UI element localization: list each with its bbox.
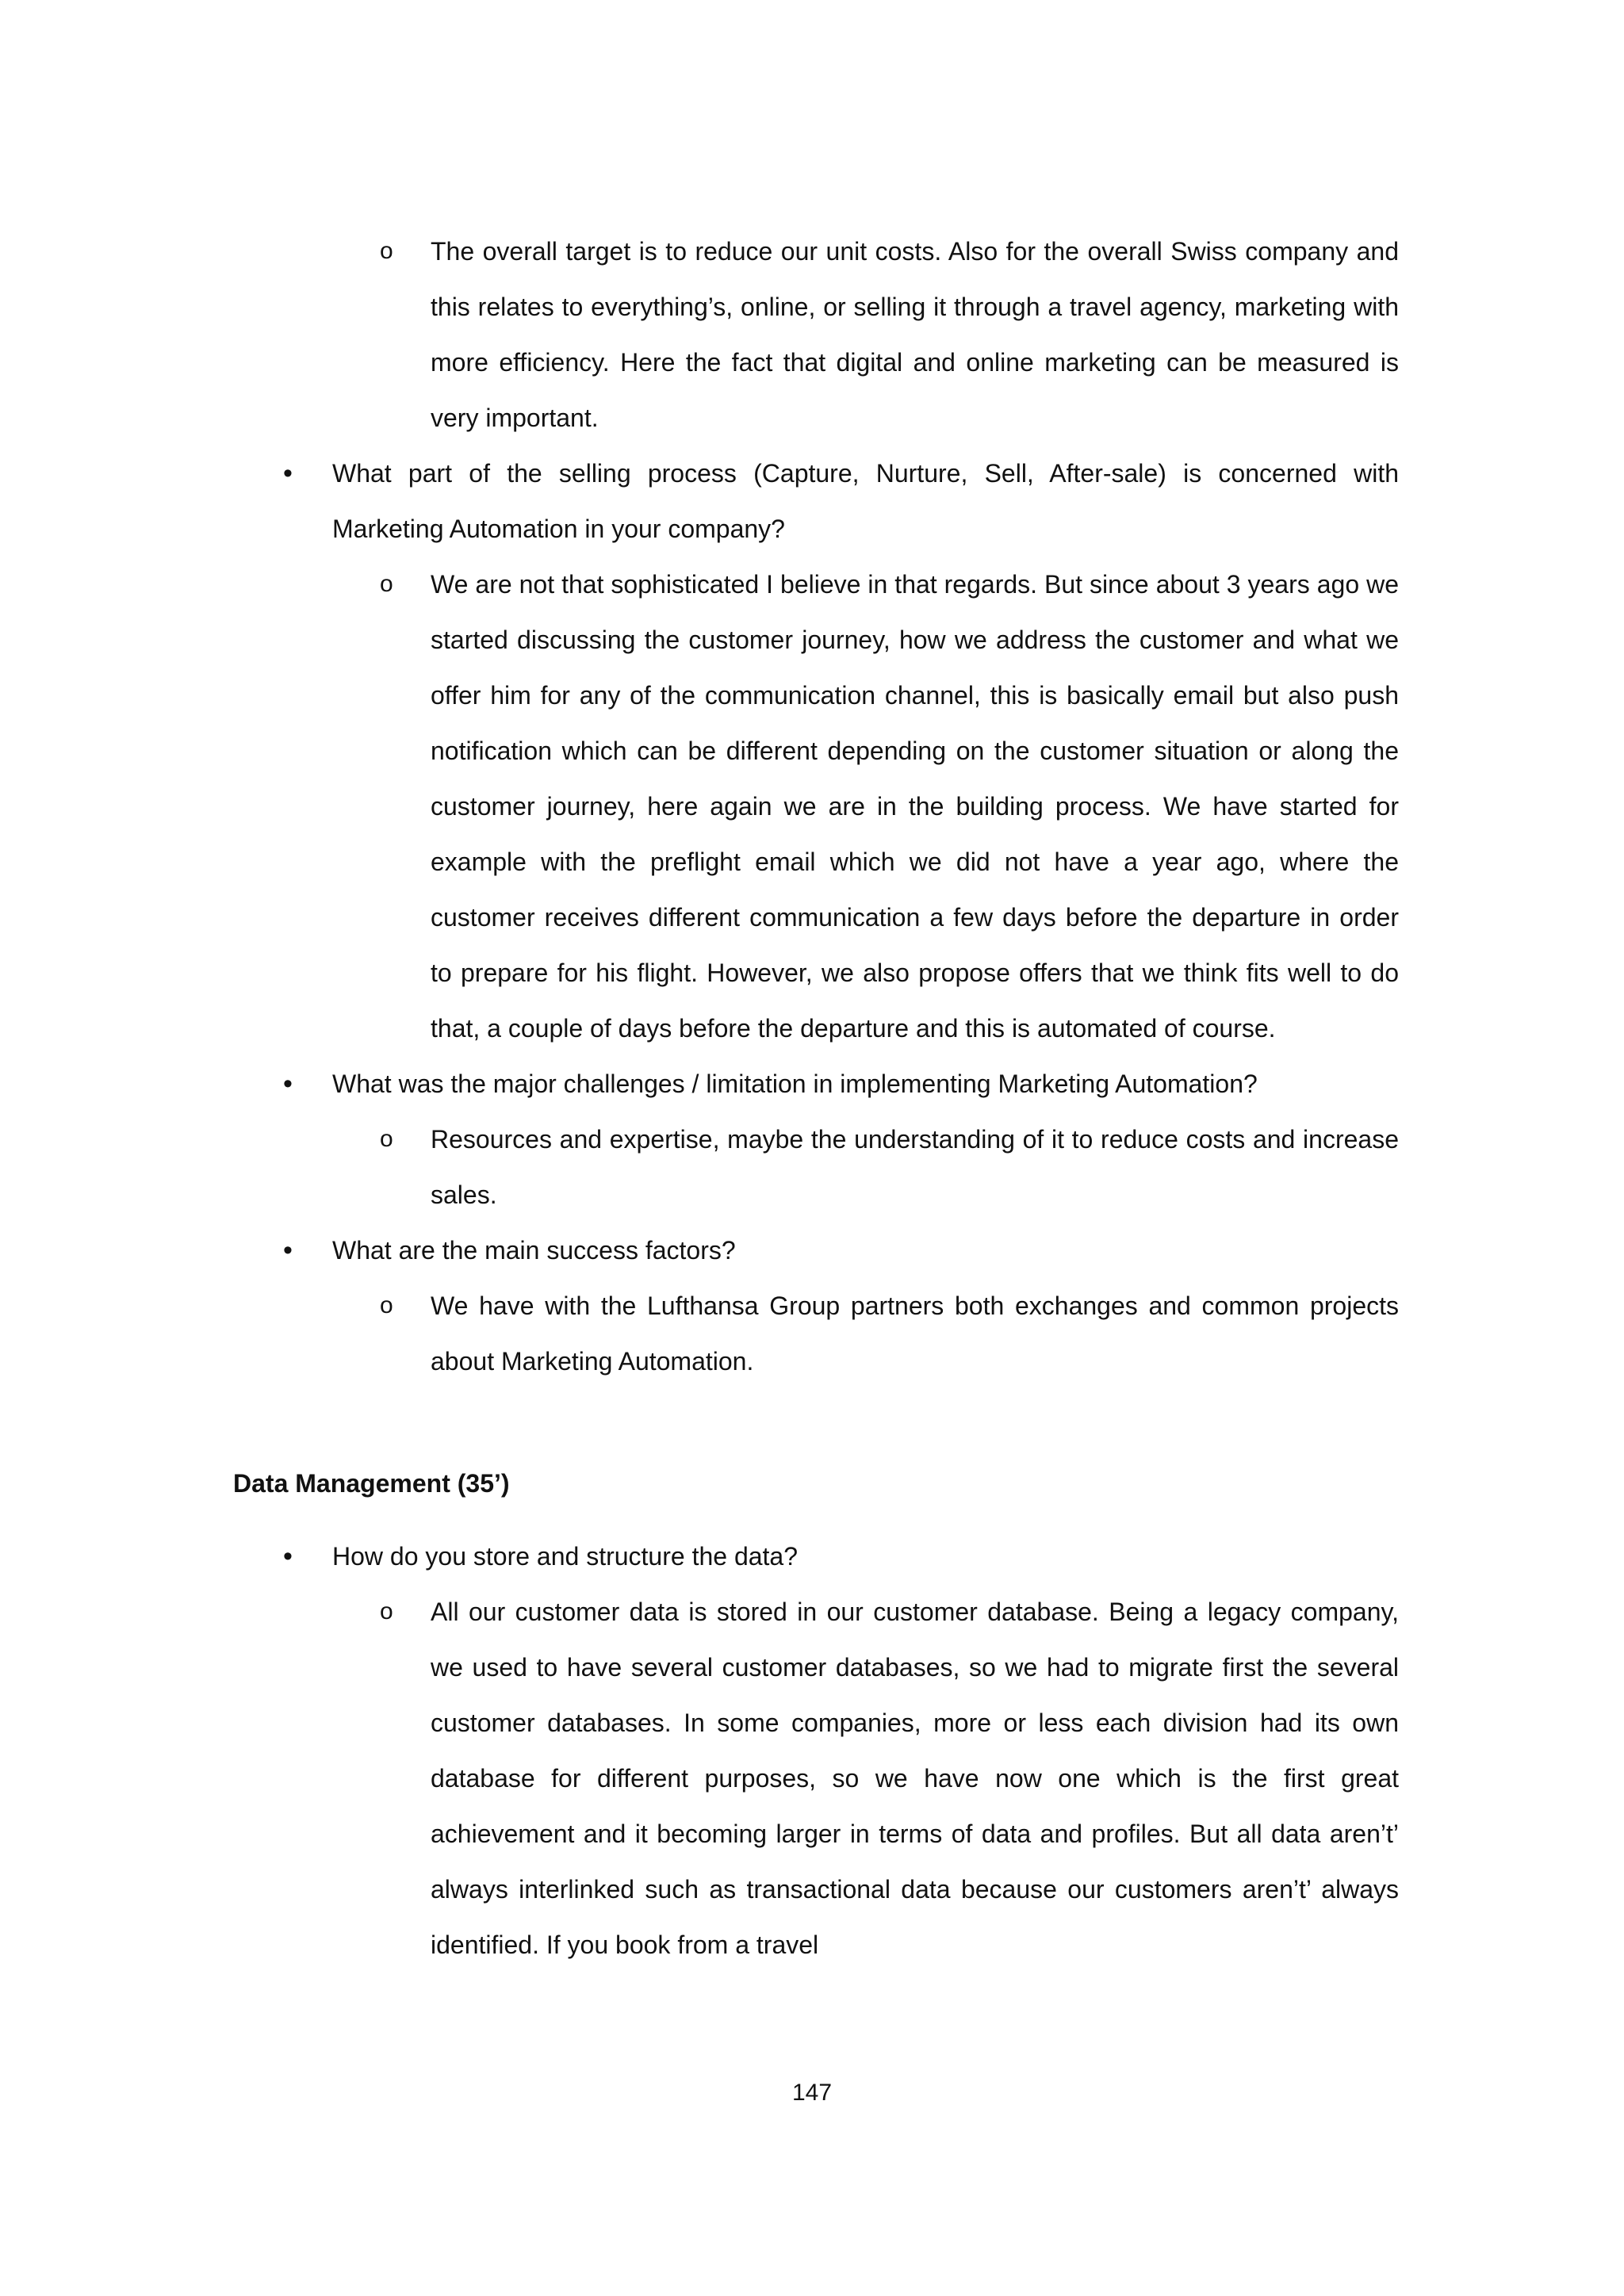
hollow-circle-bullet-icon: o xyxy=(380,1598,393,1624)
sub-bullet-item xyxy=(233,224,1399,446)
question-bullet-item xyxy=(233,1223,1399,1278)
question-bullet-item xyxy=(233,1056,1399,1112)
hollow-circle-bullet-icon: o xyxy=(380,1126,393,1152)
sub-bullet-text: Resources and expertise, maybe the understanding of it to reduce costs and increase sales. xyxy=(431,1125,1399,1209)
sub-bullet-item xyxy=(233,557,1399,1056)
question-text: What was the major challenges / limitation in implementing Marketing Automation? xyxy=(332,1070,1258,1098)
question-text: What part of the selling process (Capture, Nurture, Sell, After-sale) is concerned with Marketing Automation in your company? xyxy=(332,459,1399,543)
hollow-circle-bullet-icon: o xyxy=(380,1292,393,1318)
sub-bullet-item xyxy=(233,1278,1399,1389)
filled-bullet-icon: • xyxy=(283,458,293,488)
hollow-circle-bullet-icon: o xyxy=(380,571,393,597)
sub-bullet-text: We are not that sophisticated I believe in that regards. But since about 3 years ago we started discussing the customer journey, how we address the customer and what we offer him for any of the communication channel, this is basically email but also push notification which can be different depending on the customer situation or along the customer journey, here again we are in the building process. We have started for example with the preflight email which we did not have a year ago, where the customer receives different communication a few days before the departure in order to prepare for his flight. However, we also propose offers that we think fits well to do that, a couple of days before the departure and this is automated of course. xyxy=(431,570,1399,1043)
filled-bullet-icon: • xyxy=(283,1069,293,1099)
question-text: How do you store and structure the data? xyxy=(332,1542,799,1571)
section-spacer xyxy=(233,1389,1399,1456)
sub-bullet-item xyxy=(233,1584,1399,1973)
section-heading: Data Management (35’) xyxy=(233,1469,510,1498)
sub-bullet-text: The overall target is to reduce our unit costs. Also for the overall Swiss company and this relates to everything’s, online, or selling it through a travel agency, marketing with more efficiency. Here the fact that digital and online marketing can be measured is very important. xyxy=(431,237,1399,432)
page-number: 147 xyxy=(791,2080,833,2106)
question-text: What are the main success factors? xyxy=(332,1236,736,1265)
page-content xyxy=(233,224,1399,1973)
sub-bullet-item xyxy=(233,1112,1399,1223)
sub-bullet-text: We have with the Lufthansa Group partners both exchanges and common projects about Marketing Automation. xyxy=(431,1292,1399,1376)
sub-bullet-text: All our customer data is stored in our customer database. Being a legacy company, we used to have several customer databases, so we had to migrate first the several customer databases. In some companies, more or less each division had its own database for different purposes, so we have now one which is the first great achievement and it becoming larger in terms of data and profiles. But all data aren’t’ always interlinked such as transactional data because our customers aren’t’ always identified. If you book from a travel xyxy=(431,1598,1399,1959)
hollow-circle-bullet-icon: o xyxy=(380,238,393,264)
question-bullet-item xyxy=(233,446,1399,557)
filled-bullet-icon: • xyxy=(283,1541,293,1571)
question-bullet-item xyxy=(233,1529,1399,1584)
filled-bullet-icon: • xyxy=(283,1235,293,1265)
